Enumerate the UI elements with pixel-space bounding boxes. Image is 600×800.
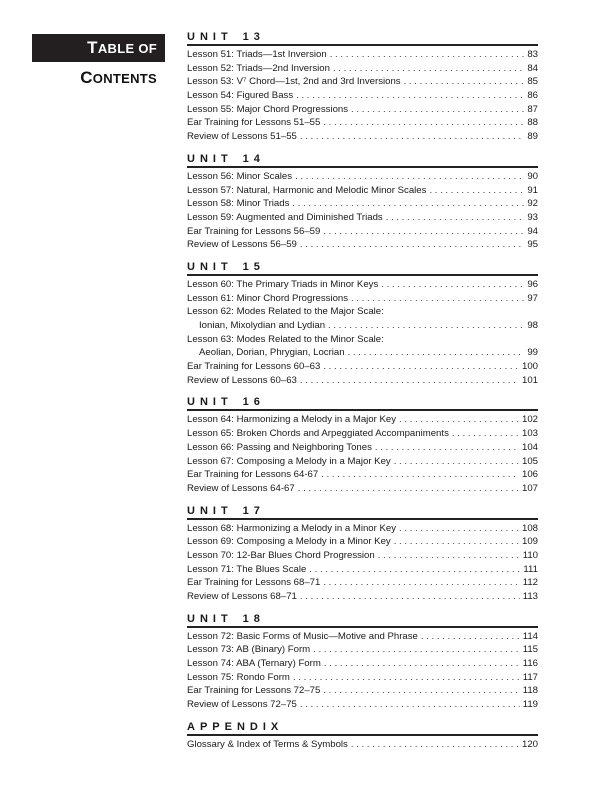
entry-title: Lesson 72: Basic Forms of Music—Motive and Phrase [187,630,418,642]
toc-entry[interactable] [187,319,538,333]
unit-section [187,613,538,712]
entry-title: Lesson 53: V⁷ Chord—1st, 2nd and 3rd Inversions [187,76,401,88]
toc-entry[interactable] [187,292,538,306]
entry-title: Lesson 65: Broken Chords and Arpeggiated Accompaniments [187,428,449,440]
toc-entry[interactable] [187,576,538,590]
unit-section [187,721,538,752]
toc-entry[interactable] [187,698,538,712]
toc-entry[interactable] [187,738,538,752]
entry-title: Ear Training for Lessons 68–71 [187,577,321,589]
entry-title: Ear Training for Lessons 60–63 [187,361,321,373]
dot-leader [404,75,525,89]
entry-title: Lesson 71: The Blues Scale [187,563,307,575]
toc-entry[interactable] [187,211,538,225]
entry-title: Lesson 75: Rondo Form [187,671,290,683]
toc-entry[interactable] [187,563,538,577]
dot-leader [324,657,520,671]
unit-number: 14 [242,152,265,165]
dot-leader [421,630,520,644]
toc-entry[interactable] [187,333,538,347]
unit-label: UNIT [187,31,233,43]
entry-page-number: 96 [527,278,538,290]
dot-leader [333,62,524,76]
entry-page-number: 95 [527,239,538,251]
entry-page-number: 118 [522,685,538,697]
toc-entry[interactable] [187,225,538,239]
toc-entry[interactable] [187,170,538,184]
entry-page-number: 85 [527,76,538,88]
toc-entry[interactable] [187,238,538,252]
dot-leader [309,563,520,577]
entry-title: Review of Lessons 68–71 [187,591,297,602]
toc-entry[interactable] [187,116,538,130]
toc-entry[interactable] [187,455,538,469]
entry-title: Lesson 51: Triads—1st Inversion [187,49,327,60]
toc-title-line2 [32,68,165,88]
entry-title: Lesson 57: Natural, Harmonic and Melodic Minor Scales [187,184,427,196]
dot-leader [300,130,524,144]
title-line1-rest: ABLE OF [97,40,157,56]
dot-leader [295,170,524,184]
entry-title: Review of Lessons 60–63 [187,374,297,386]
toc-entry[interactable] [187,197,538,211]
entry-title: Review of Lessons 56–59 [187,239,297,251]
dot-leader [300,374,519,388]
entry-page-number: 94 [527,225,538,237]
toc-entry[interactable] [187,643,538,657]
toc-entry[interactable] [187,441,538,455]
dot-leader [313,643,520,657]
dot-leader [394,455,519,469]
entry-page-number: 115 [522,644,538,656]
dot-leader [296,89,524,103]
unit-number: 17 [242,504,265,517]
entry-title: Lesson 67: Composing a Melody in a Major Key [187,455,391,467]
dot-leader [293,671,520,685]
entry-page-number: 108 [521,522,538,534]
dot-leader [323,684,519,698]
unit-label: APPENDIX [187,720,284,733]
entry-title: Review of Lessons 51–55 [187,131,297,143]
entry-title: Ear Training for Lessons 64-67 [187,469,319,481]
entry-page-number: 107 [521,482,538,494]
entry-page-number: 104 [521,441,538,453]
entry-title: Lesson 73: AB (Binary) Form [187,644,311,656]
entry-page-number: 100 [521,361,538,373]
title-line2-rest: ONTENTS [92,71,157,86]
entry-page-number: 98 [527,320,538,331]
entry-title: Ear Training for Lessons 72–75 [187,685,321,697]
entry-page-number: 86 [527,90,538,102]
dot-leader [394,535,519,549]
entry-page-number: 117 [522,671,538,683]
toc-entry[interactable] [187,346,538,360]
unit-section [187,505,538,604]
toc-entry[interactable] [187,62,538,76]
entry-title: Glossary & Index of Terms & Symbols [187,738,348,750]
entry-title: Review of Lessons 72–75 [187,699,297,711]
entry-title: Lesson 59: Augmented and Diminished Triads [187,211,383,223]
entry-page-number: 83 [527,49,538,60]
entry-title: Lesson 62: Modes Related to the Major Scale: [187,306,384,318]
unit-heading [187,31,538,46]
entry-title: Lesson 55: Major Chord Progressions [187,103,349,115]
unit-label: UNIT [187,612,233,625]
entry-page-number: 114 [522,630,538,642]
entry-title: Lesson 63: Modes Related to the Minor Scale: [187,333,384,345]
dot-leader [321,468,519,482]
entry-title: Lesson 64: Harmonizing a Melody in a Major Key [187,414,397,426]
toc-entry[interactable] [187,75,538,89]
toc-entry[interactable] [187,89,538,103]
toc-entry[interactable] [187,630,538,644]
entry-page-number: 102 [521,414,538,426]
toc-entry[interactable] [187,535,538,549]
dot-leader [351,292,524,306]
toc-entry[interactable] [187,103,538,117]
dot-leader [300,238,524,252]
entry-page-number: 92 [527,198,538,210]
unit-number: 16 [242,396,265,409]
unit-number: 15 [242,260,265,273]
toc-entry[interactable] [187,522,538,536]
dot-leader [399,413,519,427]
entry-page-number: 90 [527,170,538,182]
dot-leader [348,346,525,360]
entry-page-number: 103 [521,428,538,440]
toc-entry[interactable] [187,657,538,671]
entry-page-number: 113 [522,591,538,602]
unit-section [187,31,538,144]
unit-section [187,153,538,252]
unit-number: 18 [242,612,265,625]
dot-leader [328,319,524,333]
dot-leader [323,576,519,590]
toc-entry[interactable] [187,671,538,685]
unit-label: UNIT [187,152,233,165]
entry-title: Lesson 60: The Primary Triads in Minor Keys [187,278,379,290]
entry-title: Lesson 68: Harmonizing a Melody in a Minor Key [187,522,397,534]
entry-page-number: 109 [521,536,538,548]
entry-page-number: 112 [522,577,538,589]
entry-title: Lesson 66: Passing and Neighboring Tones [187,441,372,453]
unit-heading [187,261,538,276]
entry-title: Lesson 61: Minor Chord Progressions [187,292,349,304]
entry-page-number: 84 [527,62,538,74]
entry-page-number: 119 [522,699,538,711]
unit-number: 13 [242,31,265,43]
unit-heading [187,721,538,736]
dot-leader [381,278,524,292]
entry-title: Ear Training for Lessons 56–59 [187,225,321,237]
unit-label: UNIT [187,260,233,273]
dot-leader [323,360,519,374]
toc-entry[interactable] [187,305,538,319]
entry-page-number: 99 [527,347,538,359]
toc-title-banner [32,34,165,62]
dot-leader [378,549,520,563]
entry-title: Lesson 74: ABA (Ternary) Form [187,658,321,670]
entry-page-number: 87 [527,103,538,115]
toc-entry[interactable] [187,413,538,427]
dot-leader [330,48,525,62]
entry-page-number: 97 [527,292,538,304]
entry-page-number: 106 [521,469,538,481]
dot-leader [323,116,524,130]
title-line2-cap: C [80,68,93,87]
toc-entry[interactable] [187,278,538,292]
dot-leader [375,441,519,455]
title-line1-cap: T [87,38,98,57]
toc-entry[interactable] [187,48,538,62]
toc-entry[interactable] [187,184,538,198]
toc-entry[interactable] [187,427,538,441]
entry-title: Ear Training for Lessons 51–55 [187,117,321,129]
dot-leader [386,211,525,225]
toc-entry[interactable] [187,482,538,496]
entry-page-number: 120 [521,738,538,750]
toc-title [32,34,165,88]
entry-title: Aeolian, Dorian, Phrygian, Locrian [199,347,345,359]
entry-title: Lesson 54: Figured Bass [187,90,294,102]
toc-entry[interactable] [187,684,538,698]
dot-leader [300,698,520,712]
entry-title: Lesson 58: Minor Triads [187,198,290,210]
toc-entry[interactable] [187,374,538,388]
toc-entry[interactable] [187,360,538,374]
dot-leader [298,482,519,496]
dot-leader [351,103,524,117]
dot-leader [292,197,524,211]
entry-title: Lesson 70: 12-Bar Blues Chord Progression [187,549,375,561]
dot-leader [429,184,524,198]
entry-page-number: 105 [521,455,538,467]
entry-page-number: 89 [527,131,538,143]
unit-heading [187,613,538,628]
entry-title: Lesson 69: Composing a Melody in a Minor Key [187,536,391,548]
unit-section [187,396,538,495]
dot-leader [399,522,519,536]
unit-label: UNIT [187,504,233,517]
toc-entry[interactable] [187,590,538,604]
dot-leader [351,738,519,752]
entry-page-number: 91 [527,184,538,196]
dot-leader [452,427,519,441]
unit-heading [187,153,538,168]
entry-title: Lesson 56: Minor Scales [187,170,293,182]
toc-list [187,31,538,761]
dot-leader [300,590,520,604]
entry-page-number: 93 [527,211,538,223]
entry-page-number: 110 [522,549,538,561]
entry-page-number: 111 [523,563,538,575]
entry-title: Review of Lessons 64-67 [187,482,295,494]
entry-page-number: 101 [521,374,538,386]
entry-title: Ionian, Mixolydian and Lydian [199,320,326,331]
toc-entry[interactable] [187,130,538,144]
dot-leader [323,225,524,239]
unit-heading [187,505,538,520]
unit-heading [187,396,538,411]
entry-page-number: 88 [527,117,538,129]
unit-section [187,261,538,388]
entry-title: Lesson 52: Triads—2nd Inversion [187,62,330,74]
toc-entry[interactable] [187,468,538,482]
unit-label: UNIT [187,396,233,409]
entry-page-number: 116 [522,658,538,670]
toc-entry[interactable] [187,549,538,563]
